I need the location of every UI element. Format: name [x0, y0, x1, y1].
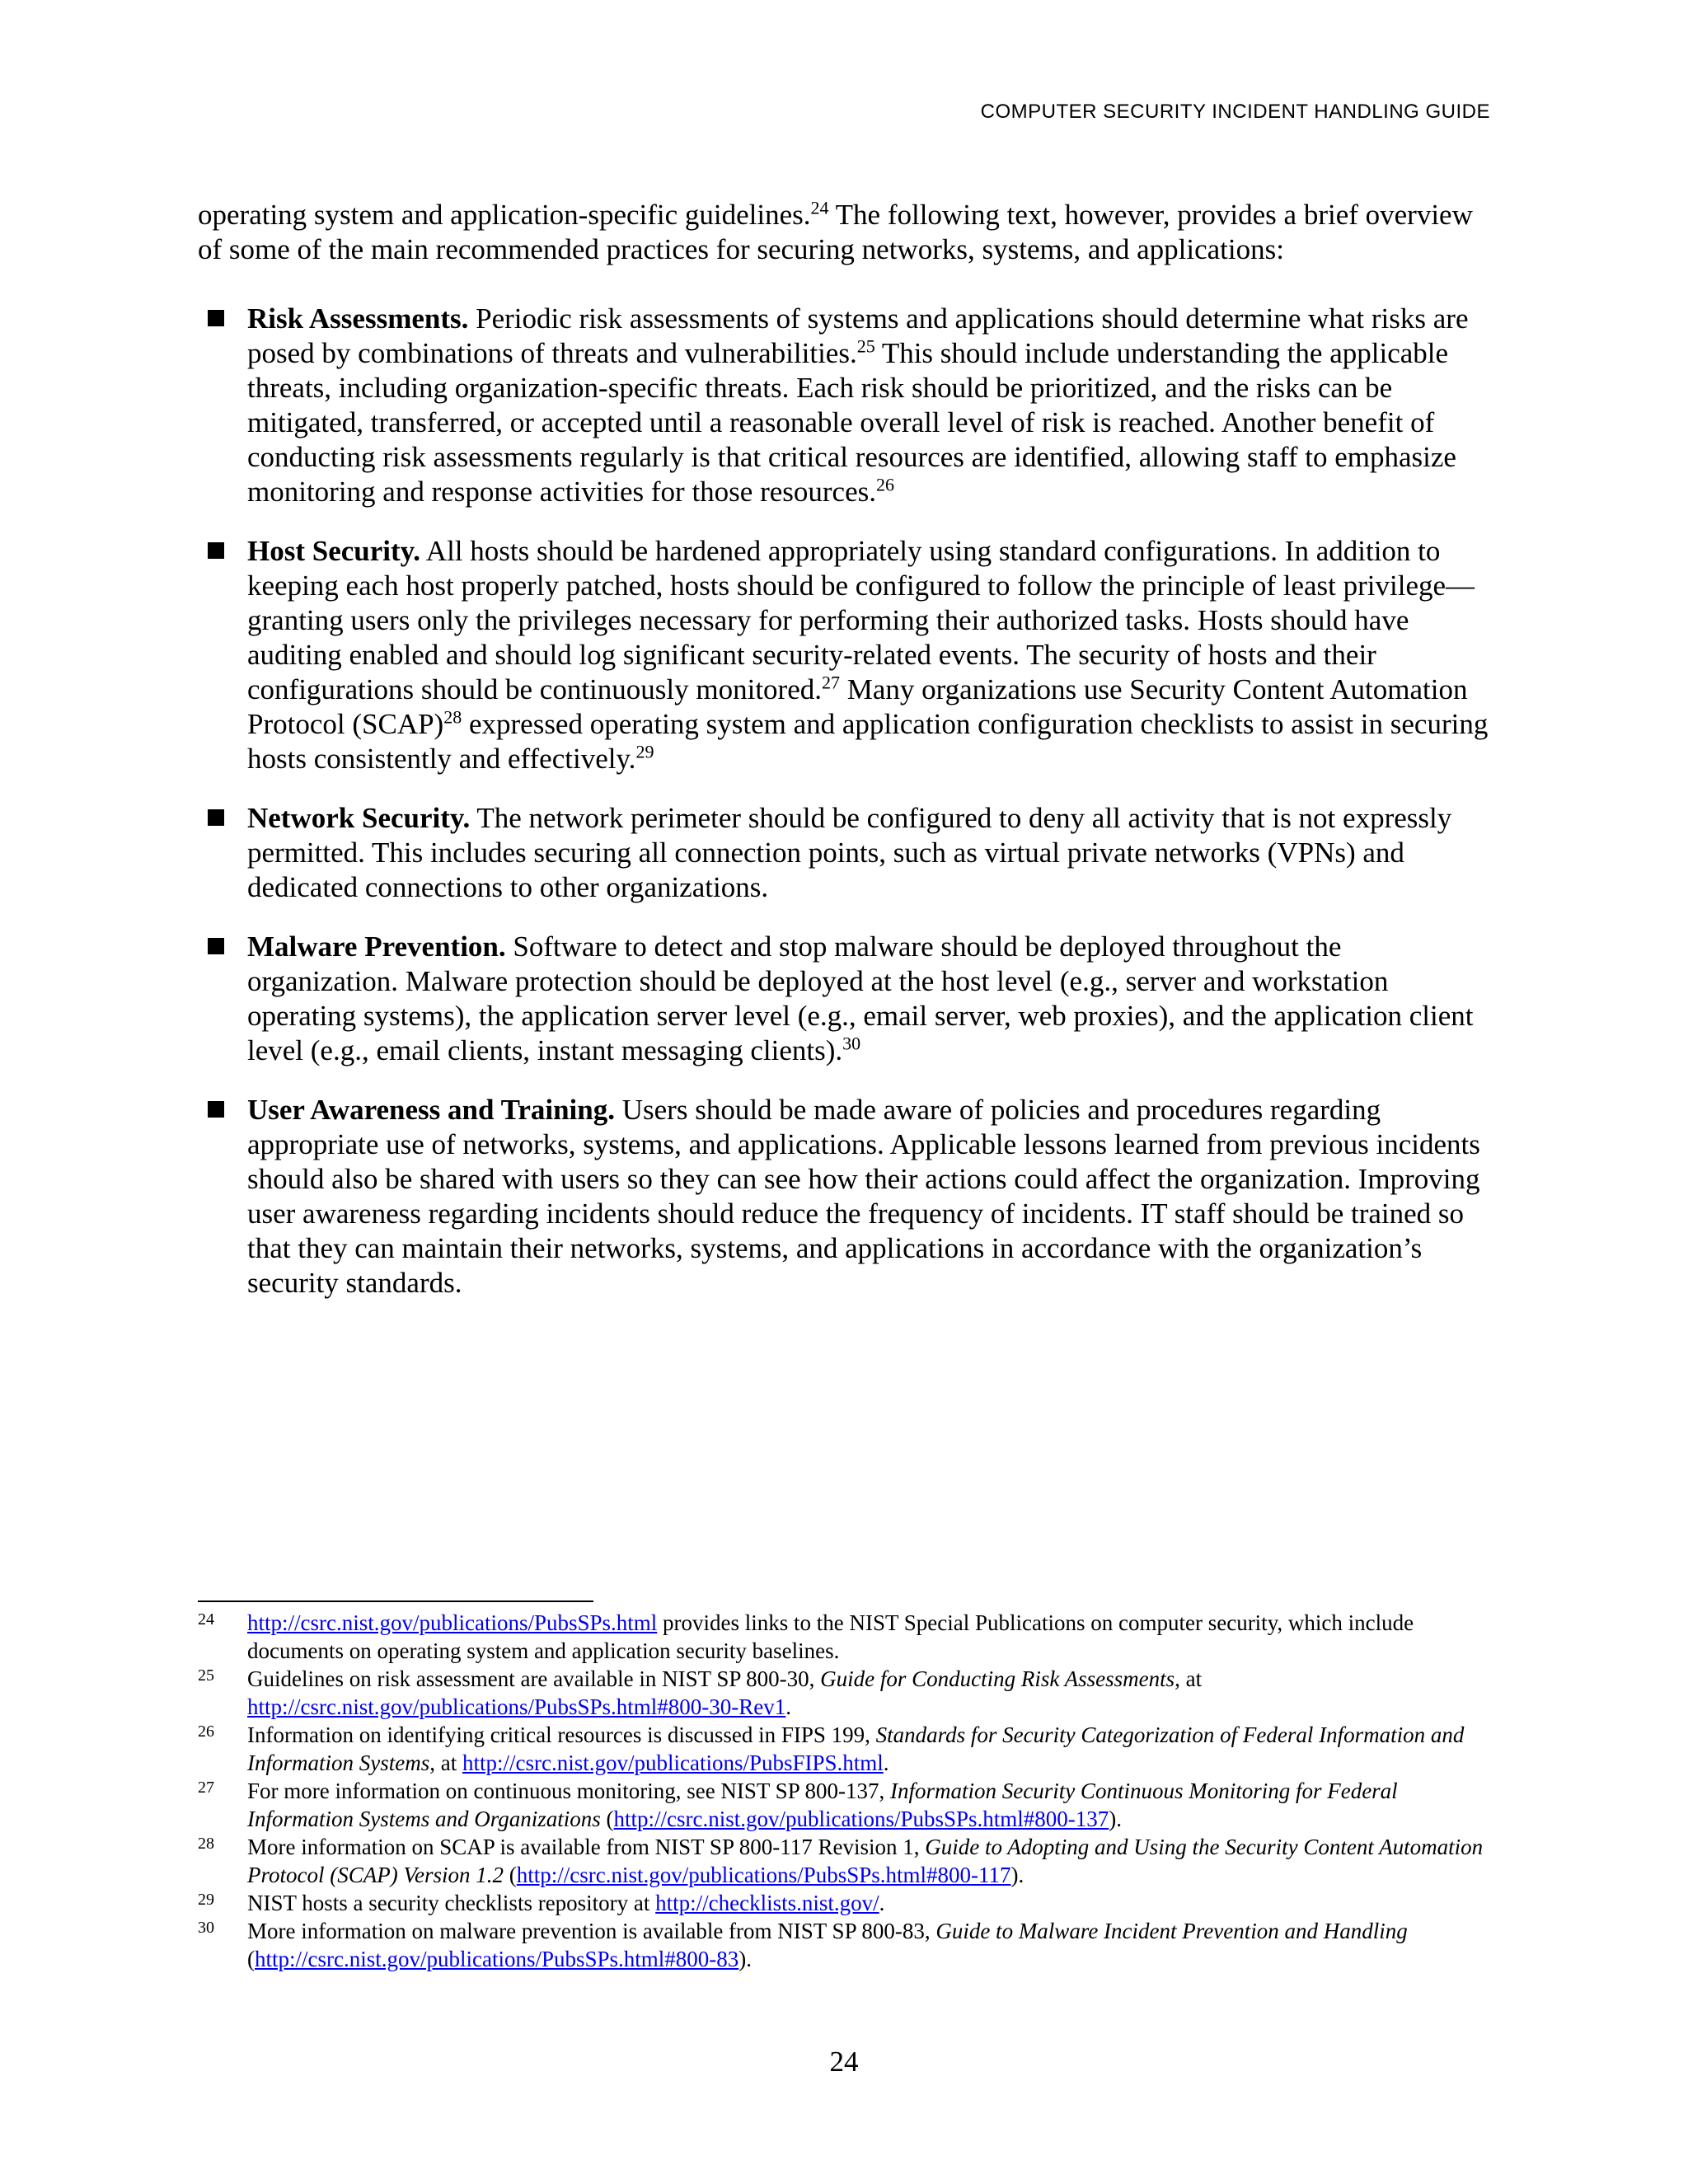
list-item — [198, 302, 1492, 509]
footnote-text: More information on malware prevention is available from NIST SP 800-83, — [247, 1919, 936, 1943]
footnote-citation-title: Guide to Adopting and Using the Security Content Automation Protocol (SCAP) Version 1.2 — [247, 1835, 1484, 1887]
footnote-number: 30 — [198, 1919, 214, 1937]
bullet-text: Users should be made aware of policies and procedures regarding appropriate use of networks, systems, and applications. Applicable lessons learned from previous incidents should also be shared with users so they can see how their actions could affect the organization. Improving user awareness regarding incidents should reduce the frequency of incidents. IT staff should be trained so that they can maintain their networks, systems, and applications in accordance with the organization’s security standards. — [247, 1094, 1480, 1299]
footnote-link[interactable]: http://csrc.nist.gov/publications/PubsSPs.html — [247, 1610, 658, 1635]
bullet-text: All hosts should be hardened appropriately using standard configurations. In addition to keeping each host properly patched, hosts should be configured to follow the principle of least privilege—granting users only the privileges necessary for performing their authorized tasks. Hosts should have auditing enabled and should log significant security-related events. The security of hosts and their configurations should be continuously monitored. — [247, 535, 1475, 705]
footnote-text: , at — [1175, 1666, 1203, 1691]
footnote-ref[interactable]: 25 — [856, 335, 875, 357]
footnote-28 — [198, 1833, 1492, 1889]
list-item — [198, 534, 1492, 776]
footnote-citation-title: Guide to Malware Incident Prevention and Handling — [935, 1919, 1408, 1943]
footnote-link[interactable]: http://csrc.nist.gov/publications/PubsSPs.html#800-83 — [255, 1947, 739, 1971]
bullet-text: This should include understanding the applicable threats, including organization-specific threats. Each risk should be prioritized, and the risks can be mitigated, transferred, or accepted until a reasonable overall level of risk is reached. Another benefit of conducting risk assessments regularly is that critical resources are identified, allowing staff to emphasize monitoring and response activities for those resources. — [247, 337, 1456, 508]
footnote-text: ). — [1109, 1807, 1123, 1831]
footnote-26 — [198, 1721, 1492, 1777]
running-header: COMPUTER SECURITY INCIDENT HANDLING GUIDE — [980, 101, 1490, 123]
footnote-text: Guidelines on risk assessment are available in NIST SP 800-30, — [247, 1666, 821, 1691]
footnote-text: . — [879, 1891, 885, 1915]
footnote-text: NIST hosts a security checklists repository at — [247, 1891, 656, 1915]
footnote-text: , at — [429, 1750, 462, 1775]
list-item — [198, 801, 1492, 905]
footnote-text: For more information on continuous monitoring, see NIST SP 800-137, — [247, 1779, 890, 1803]
footnote-link[interactable]: http://csrc.nist.gov/publications/PubsSPs.html#800-137 — [613, 1807, 1109, 1831]
footnote-text: provides links to the NIST Special Publications on computer security, which include documents on operating system and application security baselines. — [247, 1610, 1414, 1663]
bullet-text: The network perimeter should be configured to deny all activity that is not expressly permitted. This includes securing all connection points, such as virtual private networks (VPNs) and dedicated connections to other organizations. — [247, 802, 1452, 903]
footnote-link[interactable]: http://csrc.nist.gov/publications/PubsSPs.html#800-117 — [516, 1863, 1011, 1887]
footnotes — [198, 1609, 1492, 1973]
footnote-link[interactable]: http://checklists.nist.gov/ — [655, 1891, 879, 1915]
footnote-number: 29 — [198, 1891, 214, 1909]
bullet-title: Network Security. — [247, 802, 471, 834]
bullet-text: Periodic risk assessments of systems and applications should determine what risks are posed by combinations of threats and vulnerabilities. — [247, 302, 1469, 369]
practices-list — [198, 302, 1492, 1325]
footnote-ref[interactable]: 26 — [876, 474, 894, 495]
footnote-25 — [198, 1665, 1492, 1721]
footnote-link[interactable]: http://csrc.nist.gov/publications/PubsFIPS.html — [462, 1750, 884, 1775]
bullet-text: expressed operating system and application configuration checklists to assist in securing hosts consistently and effectively. — [247, 708, 1489, 775]
footnote-ref[interactable]: 29 — [635, 741, 654, 762]
footnote-ref[interactable]: 30 — [842, 1033, 861, 1054]
intro-paragraph — [198, 198, 1492, 267]
bullet-title: Risk Assessments. — [247, 302, 469, 335]
square-bullet-icon — [208, 938, 224, 954]
footnote-ref[interactable]: 27 — [822, 672, 840, 693]
footnote-29 — [198, 1889, 1492, 1917]
footnote-link[interactable]: http://csrc.nist.gov/publications/PubsSPs.html#800-30-Rev1 — [247, 1694, 786, 1719]
footnote-number: 28 — [198, 1835, 214, 1853]
footnote-27 — [198, 1777, 1492, 1833]
bullet-text: Many organizations use Security Content Automation Protocol (SCAP) — [247, 673, 1468, 740]
footnote-separator — [198, 1601, 593, 1602]
page-number: 24 — [829, 2046, 859, 2078]
intro-text-after: The following text, however, provides a brief overview of some of the main recommended practices for securing networks, systems, and applications: — [198, 199, 1473, 265]
bullet-text: Software to detect and stop malware should be deployed throughout the organization. Malware protection should be deployed at the host level (e.g., server and workstation operating systems), the application server level (e.g., email server, web proxies), and the application client level (e.g., email clients, instant messaging clients). — [247, 930, 1474, 1066]
square-bullet-icon — [208, 310, 224, 326]
footnote-text: ( — [503, 1863, 517, 1887]
square-bullet-icon — [208, 542, 224, 559]
footnote-citation-title: Standards for Security Categorization of Federal Information and Information Systems — [247, 1722, 1465, 1775]
footnote-number: 26 — [198, 1722, 214, 1741]
bullet-title: Host Security. — [247, 535, 420, 567]
footnote-number: 27 — [198, 1779, 214, 1797]
footnote-number: 24 — [198, 1610, 214, 1629]
footnote-citation-title: Information Security Continuous Monitoring for Federal Information Systems and Organizations — [247, 1779, 1398, 1831]
square-bullet-icon — [208, 1101, 224, 1118]
footnote-number: 25 — [198, 1666, 214, 1685]
footnote-text: ( — [247, 1947, 255, 1971]
footnote-text: More information on SCAP is available from NIST SP 800-117 Revision 1, — [247, 1835, 926, 1859]
footnote-text: ( — [600, 1807, 614, 1831]
footnote-citation-title: Guide for Conducting Risk Assessments — [820, 1666, 1175, 1691]
list-item — [198, 930, 1492, 1068]
bullet-title: Malware Prevention. — [247, 930, 506, 963]
footnote-text: . — [883, 1750, 889, 1775]
bullet-title: User Awareness and Training. — [247, 1094, 615, 1126]
footnote-text: . — [785, 1694, 792, 1719]
square-bullet-icon — [208, 809, 224, 826]
footnote-text: ). — [1010, 1863, 1025, 1887]
list-item — [198, 1093, 1492, 1301]
footnote-ref[interactable]: 28 — [443, 706, 462, 728]
footnote-ref-24[interactable]: 24 — [810, 197, 829, 218]
footnote-30 — [198, 1917, 1492, 1973]
footnote-text: ). — [738, 1947, 753, 1971]
footnote-24 — [198, 1609, 1492, 1665]
intro-text-before: operating system and application-specific guidelines. — [198, 199, 811, 231]
footnote-text: Information on identifying critical resources is discussed in FIPS 199, — [247, 1722, 876, 1747]
